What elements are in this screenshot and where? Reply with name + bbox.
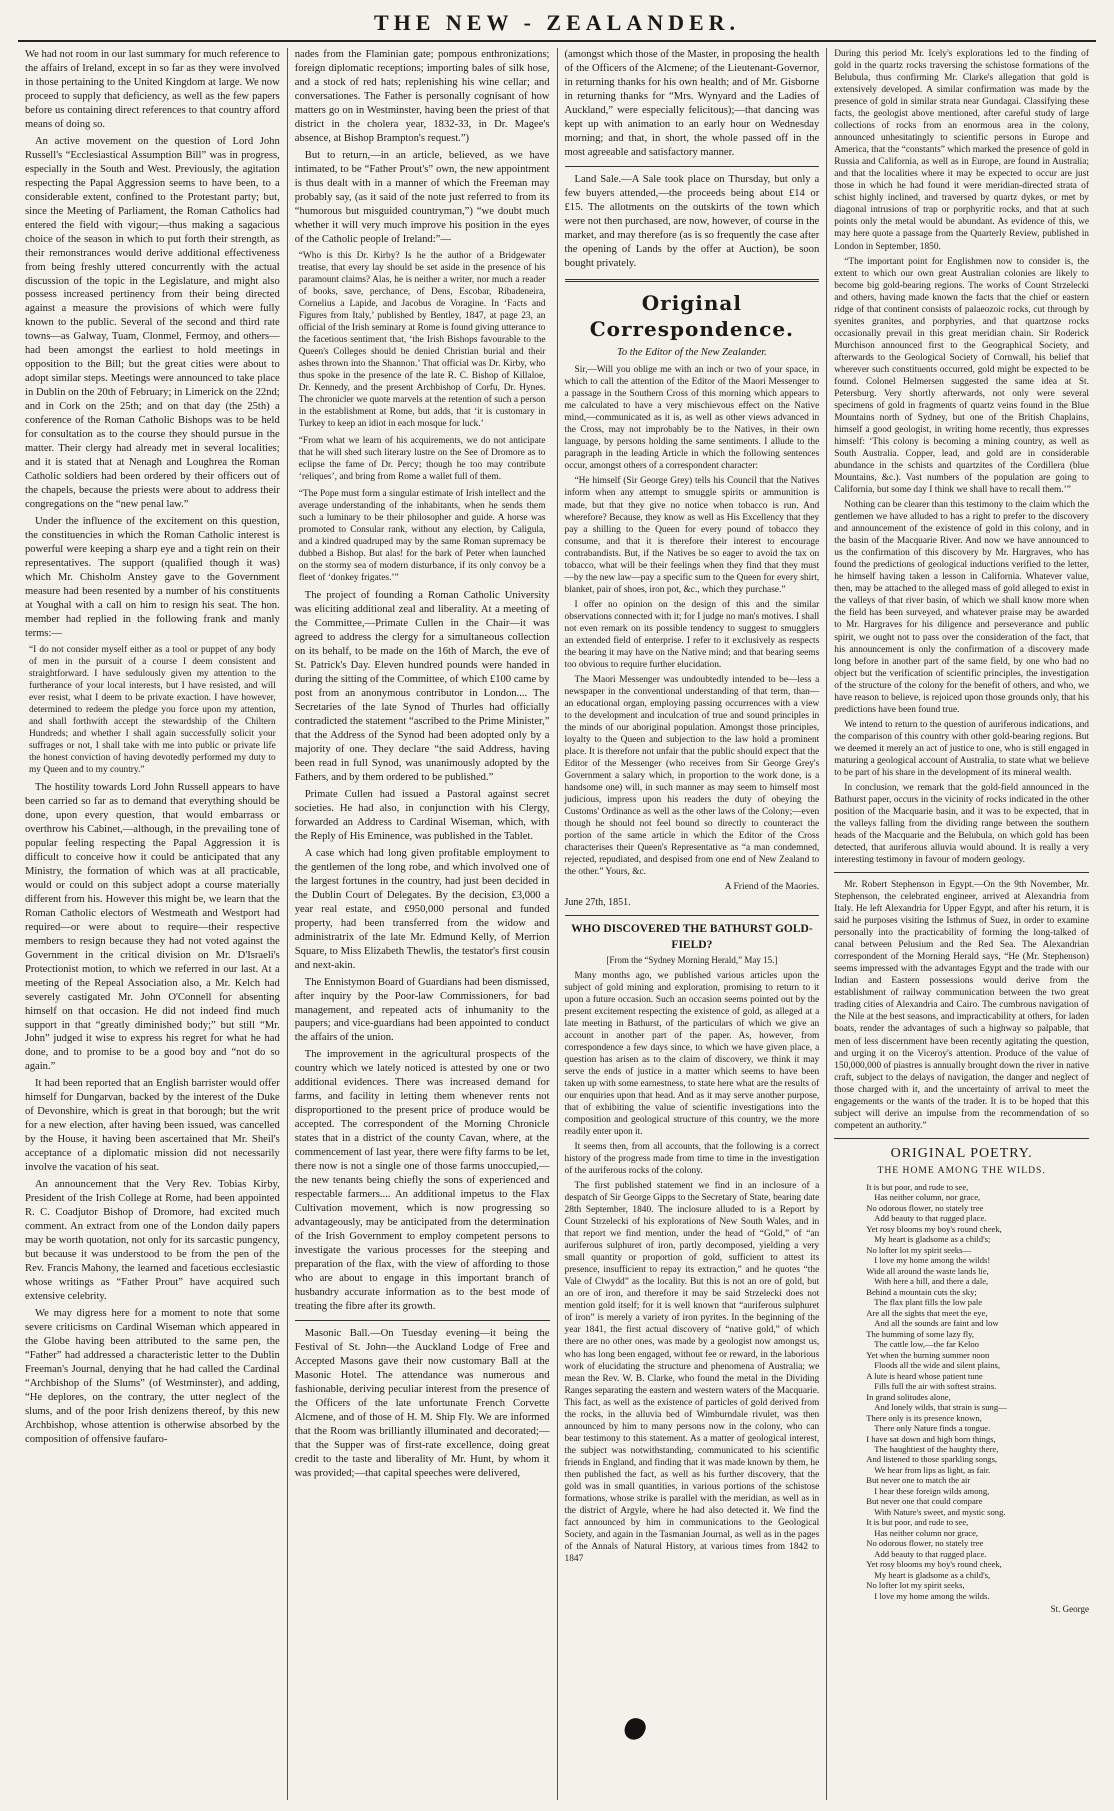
article-paragraph: “The important point for Englishmen now to consider is, the extent to which our own great Australian colonies are likely to become big gold-bearing regions. The works of Count Strzelecki and others, having made known the facts that the chief or eastern ridge of that continent consists of palaeozoic rocks, cut through by syenites granites, and porphyries, and that quartzose rocks occasionally prevail in this great meridian chain. Sir Roderick Murchison announced first to the Geographical Society, and afterwards to the Geological Society of Cornwall, his belief that wherever such constituents occurred, gold might be expected to be found. Colonel Helmersen suggested the same idea at St. Petersburg. Very shortly afterwards, not only were several specimens of gold in fragments of quartz veins found in the Blue Mountains north of Sydney, but one of the British Chaplains, himself a good geologist, in writing home recently, thus expresses himself: ‘This colony is becoming a mining country, as well as South Australia. Copper, lead, and gold are in considerable abundance in the schists and quartzites of the Cordillera (blue Mountains, &c.). Vast numbers of the population are going to California, but some day I think we shall have to recall them.’” — [834, 256, 1089, 496]
poem-line: And listened to those sparkling songs, — [866, 1454, 998, 1465]
poem-line: The flax plant fills the low pale — [874, 1297, 983, 1308]
article-paragraph: Many months ago, we published various articles upon the subject of gold mining and exploration, promising to return to it upon a future occasion. Such an occasion seems pointed out by the present excitement respecting the existence of gold, as alleged at a late meeting in Bathurst, of the particulars of which we give an account in another part of the paper. As, however, from correspondence a few days since, to which we have given place, a question has arisen as to the claim of discovery, we think it may serve the ends of justice in a matter which seems to have been taken up with some earnestness, to state here what are the results of our enquiries upon that head. And as it may serve another purpose, that of exhibiting the value of scientific investigations into the composition and geological structure of this country, we the more readily enter upon it. — [564, 970, 820, 1137]
article-paragraph: An announcement that the Very Rev. Tobias Kirby, President of the Irish College at Rome, had been appointed R. C. Coadjutor Bishop of Dromore, had excited much comment. An extract from one of the London daily papers may be worth quotation, not only for its sarcastic pungency, but because it was understood to be from the pen of the Rev. Francis Mahony, the learned and facetious ecclesiastic whose writings as “Father Prout” have acquired such extensive celebrity. — [25, 1179, 280, 1302]
article-paragraph: Nothing can be clearer than this testimony to the claim which the gentlemen we have alluded to has a right to prefer to the discovery and announcement of the existence of gold in this colony, and in the basin of the Macquarie River. And now we have announced to us the confirmation of this discovery by Mr. Hargraves, who has found the predictions of geological inductions verified to the letter, he himself having taken a lesson in California. Whatever value, then, may be attached to the alleged mass of gold alleged to exist in the valleys of that river basin, of which we shall know more when the field has been surveyed, and whatever praise may be awarded to Mr. Hargraves for his diligence and perseverance and public spirit, we ought not to pass over the consideration of the fact, that his announcement is only the confirmation of a discovery made long before in another part of the same field, by one who had no object but the verification of scientific principles, the investigation of the structure of the colony for the benefit of others, and who, we have reason to believe, is rejoiced upon those grounds only, that his predictions have been found true. — [834, 500, 1089, 715]
poem-line: Yet when the burning summer noon — [866, 1349, 990, 1360]
article-paragraph: Under the influence of the excitement on this question, the constituencies in which the Roman Catholic interest is powerful were keeping a sharp eye and a tight rein on their representatives. The support (qualified though it was) which Mr. Chisholm Anstey gave to the Government measure had been resented by a number of his constituents at Youghal with a call on him to resign his seat. The hon. member had replied in the following frank and manly terms:— — [25, 515, 280, 639]
article-paragraph: We had not room in our last summary for much reference to the affairs of Ireland, except in so far as they were involved in those pertaining to the United Kingdom at large. We now proceed to supply that deficiency, as well as the few papers before us containing direct references to that country afford means of doing so. — [25, 49, 280, 130]
divider — [834, 1138, 1089, 1139]
block-quote: “Who is this Dr. Kirby? Is he the author of a Bridgewater treatise, that every lay should be set aside in the presence of his paramount claims? Alas, he is neither a writer, nor much a reader of books, save, perchance, of Dens, Escobar, Ribadeneira, Cornelius a Lapide, and Jacobus de Voragine. In ‘Facts and Figures from Italy,’ published by Bentley, 1847, at page 23, an official of the Irish seminary at Rome is found giving utterance to the facetious sentiment that, ‘the Irish Bishops favourable to the Queen's Colleges should be denied Christian burial and their ashes thrown into the Shannon.’ That official was Dr. Kirby, who thus spoke in the presence of the late R. C. Bishop of Killaloe, Dr. Kennedy, and the present Archbishop of Corfu, Dr. Hynes. The chronicler we quote marvels at the retention of such a person in the establishment at Rome, but adds, that ‘it is customary in Turkey to keep an idiot in each mosque for luck.’ — [298, 250, 546, 429]
column-2 — [288, 48, 558, 1800]
poem-line: No lofter lot my spirit seeks, — [866, 1580, 965, 1591]
masthead: THE NEW - ZEALANDER. — [18, 10, 1096, 42]
article-paragraph: The improvement in the agricultural prospects of the country which we lately noticed is attested by one or two additional evidences. There was increased demand for farms, and facility in letting them whenever rents not disproportioned to the present price of produce would be accepted. The correspondent of the Morning Chronicle states that in a district of the county Cavan, where, at the commencement of last year, there were fifty farms to be let, there now is not a single one of those farms unoccupied,—the new tenants being chiefly the sons of experienced and respectable farmers.... An additional impetus to the Flax Cultivation movement, which is now progressing so advantageously, may be anticipated from the determination of the Irish Government to employ competent persons to investigate the various processes for the steeping and preparation of the flax, with the view of affording to those who are about to engage in this important branch of husbandry accurate information as to the best mode of treating the fibre after its growth. — [294, 1049, 550, 1312]
poem-line: Yet rosy blooms my boy's round cheek, — [866, 1223, 1002, 1234]
poem-line: Add beauty to that rugged place. — [874, 1548, 987, 1559]
article-paragraph: (amongst which those of the Master, in proposing the health of the Officers of the Alcmene; of the Lieutenant-Governor, in returning thanks for his own health; and of Mr. Gisborne in returning thanks for “Mrs. Wynyard and the Ladies of Auckland,” were especially felicitous);—that dancing was kept up with animation to an early hour on Wednesday morning; and that, in short, the whole passed off in the most agreeable and satisfactory manner. — [564, 49, 820, 158]
article-paragraph: During this period Mr. Icely's explorations led to the finding of gold in the quartz rocks traversing the schistose formations of the Belubula, thus confirming Mr. Clarke's allegation that gold is extensively developed. A similar confirmation was made by the presence of gold in similar strata near Gundagai. Classifying these facts, the geologist above mentioned, after careful study of large collections of rocks from an enormous area in the colony, announced unhesitatingly to scientific persons in Europe and America, that the “constants” which marked the presence of gold in Russia and California, as well as in Europe, are found in Australia; and that the localities where it may be expected to occur are just those in which he had found it were meridian-directed strata of schist highly inclined, and traversed by quartz dykes, or met by diagonal intrusions of trap or porphyritic rocks, and that at such points only the metal would be abundant. As evidence of this, we may here quote a passage from the Quarterly Review, published in London in September, 1850. — [834, 49, 1089, 252]
letter-signature: A Friend of the Maories. — [724, 881, 820, 893]
poem-line: There only is its presence known, — [866, 1412, 982, 1423]
poem-line: And lonely wilds, that strain is sung— — [874, 1402, 1007, 1413]
letter-date: June 27th, 1851. — [564, 897, 631, 909]
poem-line: The humming of some lazy fly, — [866, 1328, 975, 1339]
poem-line: In grand solitudes alone, — [866, 1391, 951, 1402]
poem-line: My heart is gladsome as a child's; — [874, 1234, 991, 1245]
poem-line: It is but poor, and rude to see, — [866, 1517, 969, 1528]
block-quote: “The Pope must form a singular estimate of Irish intellect and the average understanding of the inhabitants, when he sends them such a luminary to be their philosopher and guide. A horse was promoted to Consular rank, without any election, by Caligula, and a kindred quadruped may by the same Roman supremacy be dubbed a Bishop. But alas! for the bark of Peter when launched on the stormy sea of modern disturbance, if its only convoy be a fleet of ‘donkey frigates.’” — [298, 489, 546, 584]
poem-line: It is but poor, and rude to see, — [866, 1181, 969, 1192]
poem-line: A lute is heard whose patient tune — [866, 1370, 983, 1381]
poem-line: There only Nature finds a tongue. — [874, 1423, 991, 1434]
letter-paragraph: The Maori Messenger was undoubtedly intended to be—less a newspaper in the conventional understanding of that term, than—an educational organ, employing passing occurrences with a view to the development and inculcation of true and sound principles in the minds of our aboriginal population. Amongst those principles, loyalty to the Queen and subjection to the law hold a prominent place. It is therefore not unfair that the public should expect that the Editor of the Messenger (who receives from Sir George Grey's Government a salary which, in proportion to the work done, is a handsome one) will, in such manner as may seem to himself most judicious, impress upon his readers the duty of obeying the Customs' Ordinance as well as the other laws of the Colony;—even though he should not feel bound so directly to counteract the portion of the same article in which the Editor of the Cross characterises their Queen's Representative as “a man condemned, rejected, repudiated, and despised from one end of New Zealand to the other.” Yours, &c. — [564, 674, 820, 878]
poem-line: I love my home among the wilds! — [874, 1255, 991, 1266]
article-paragraph: Primate Cullen had issued a Pastoral against secret societies. He had also, in conjunction with his Clergy, forwarded an Address to Cardinal Wiseman, which, with the Reply of His Eminence, was published in the Tablet. — [294, 788, 550, 842]
letter-paragraph: I offer no opinion on the design of this and the similar observations connected with it; for I judge no man's motives. I shall not even remark on its possible tendency to suggest to smugglers an extended field of enterprise. I refer to it exclusively as respects the bearing it may have on the Native mind; and that bearing seems too obvious to require further elucidation. — [564, 599, 820, 670]
poem-line: Has neither column nor grace, — [874, 1527, 979, 1538]
poem-body — [866, 1182, 1089, 1601]
poem-line: No odorous flower, no stately tree — [866, 1202, 984, 1213]
divider — [565, 915, 820, 916]
poem-line: No lofter lot my spirit seeks— — [866, 1244, 972, 1255]
section-heading: Original Correspondence. — [589, 290, 795, 341]
poem-line: Has neither column, nor grace, — [874, 1192, 981, 1203]
poem-line: The cattle low,—the far Keloo — [874, 1339, 979, 1350]
poem-line: Wide all around the waste lands lie, — [866, 1265, 989, 1276]
poem-line: I love my home among the wilds. — [874, 1590, 990, 1601]
divider — [565, 166, 820, 167]
poem-line: Add beauty to that rugged place. — [874, 1213, 987, 1224]
poem-line: With here a hill, and there a dale, — [874, 1276, 989, 1287]
article-paragraph: In conclusion, we remark that the gold-field announced in the Bathurst paper, occurs in the vicinity of rocks indicated in the other position of the Macquarie basin, and it was to be expected, that in the valleys falling from the dividing range between the southern heads of the Macquarie and the Belubula, on which gold has been detected, that auriferous alluvia would abound. It is really a very interesting testimony in favour of modern geology. — [834, 782, 1089, 866]
poem-line: I have sat down and high born things, — [866, 1433, 996, 1444]
poem-line: Behind a mountain cuts the sky; — [866, 1286, 977, 1297]
article-paragraph: The hostility towards Lord John Russell appears to have been carried so far as to demand that everything should be done, upon every question, that would embarrass or overthrow his Cabinet,—although, in the prevailing tone of popular feeling respecting the Papal Aggression it is difficult to conceive how it could be anticipated that any Ministry, the formation of which was at all practicable, would or could on this subject adopt a course materially different from his. However this might be, we learn that the Roman Catholic electors of Westmeath and Westport had required—or were about to require—their respective members to resign because they had not voted against the Government in the critical division on Mr. D'Israeli's Protectionist motion, to which we referred in our last. At a meeting of the Repeal Association also, a Mr. Kelch had severely castigated Mr. John O'Connell for absenting himself on that occasion. He did not indeed find much support in that “greatly diminished body;” but still “Mr. John” judged it wise to express his regret for what he had done, and to promise to be a good boy and “not do so again.” — [25, 782, 280, 1073]
article-paragraph: A case which had long given profitable employment to the gentlemen of the long robe, and which involved one of the largest fortunes in the country, had just been decided in the Dublin Court of Delegates. By the decision, £3,000 a year real estate, and £950,000 personal and funded property, had been transferred from the widow and administratrix of the late Mr. Edmund Kelly, of Merrion Square, to Miss Elizabeth Thewlis, the testator's first cousin and next-akin. — [294, 847, 550, 971]
columns — [18, 48, 1096, 1800]
article-paragraph: An active movement on the question of Lord John Russell's “Ecclesiastical Assumption Bill” was in progress, especially in the South and West. Previously, the agitation respecting the Papal Aggression seems to have been, to a considerable extent, confined to the Protestant party; but, since the Meeting of Parliament, the Roman Catholics had entered the field with vigour;—thus making a sagacious choice of the season in which to put forth their strength, as their remonstrances would derive additional effectiveness from being freshly uttered concurrently with the actual discussion of the topic in the Legislature, and might also possess increased pertinency from their being directed against a measure the provisions of which were fully known to the public. Several of the second and third rate towns—as Galway, Tuam, Clonmel, Fermoy, and others—had been amongst the earliest to hold meetings in opposition to the Bill; but the great cities were about to adopt similar steps. Meetings were announced to take place in Dublin on the 20th of February; in Limerick on the 22nd; and in Cork on the 25th; and on that day (the 25th) a conference of the Roman Catholic Bishops was to be held for consultation as to the course they should pursue in the matter. Their clergy had already met in several localities; and it is stated that at Nenagh and Loughrea the Roman Catholic soldiers had been ordered by their officers out of the chapels, because the priests were about to address their congregations on the “new penal law.” — [25, 135, 280, 510]
column-3 — [558, 48, 828, 1800]
land-sale-paragraph: Land Sale.—A Sale took place on Thursday, but only a few buyers attended,—the proceeds being about £14 or £15. The allotments on the outskirts of the town which were not then purchased, are now, however, of course in the market, and may therefore (as is so frequently the case after the opening of Lands by the offer at Auction), be soon bought privately. — [564, 173, 820, 269]
block-quote: “From what we learn of his acquirements, we do not anticipate that he will shed such literary lustre on the See of Dromore as to eclipse the fame of Dr. Percy; though he too may contribute ‘reliques’, and bring from Rome a wallet full of them. — [298, 436, 546, 483]
poem-line: The haughtiest of the haughty there, — [874, 1443, 999, 1454]
poem-line: We hear from lips as light, as fair. — [874, 1464, 991, 1475]
poem-line: Fills full the air with softest strains. — [874, 1381, 997, 1392]
article-paragraph: The first published statement we find in an inclosure of a despatch of Sir George Gipps to the Secretary of State, bearing date 28th September, 1840. The inclosure alluded to is a Report by Count Strzelecki of his explorations of New South Wales, and in that report we find mention, under the head of “Gold,” of “an auriferous sulphuret of iron, partly decomposed, yielding a very small quantity or proportion of gold, sufficient to attest its presence, insufficient to repay its extraction,” and he quotes “the Vale of Clwydd” as the locality. But this is not an ore of gold, but an ore of iron, and therefore it may be said Strzelecki does not mention gold itself; for it is well known that “auriferous sulphuret of iron” is merely a variety of iron pyrites. In the beginning of the year 1841, the first actual discovery of “native gold,” of which there are no other ones, was made by a geologist now amongst us, who has long been engaged, without fee or reward, in the laborious work of elucidating the structure and phenomena of Australia; we mean the Rev. W. B. Clarke, who found the metal in the Dividing Ranges separating the eastern and western waters of the Macquarie. This fact, as well as the existence of particles of gold derived from the rocks, in the alluvia bed of Wimburndale rivulet, was then announced by him to many persons now in the colony, who can bear testimony to this statement. As a matter of geological interest, the subject was notwithstanding, communicated to his scientific friends in England, and finding that it was made known by them, he then published the fact, as well as his further discovery, that the gold was in small quantities, in various portions of the schistose formations, whose strike is parallel with the meridian, as well as in the district of Argyle, where he had also detected it. We find the fact announced by him in communications to the Geological Society, and again in the Tasmanian Journal, as well as in the pages of the Annals of Natural History, at various times from 1842 to 1847 — [564, 1181, 820, 1565]
poem-line: Are all the sights that meet the eye, — [866, 1307, 988, 1318]
stephenson-paragraph: Mr. Robert Stephenson in Egypt.—On the 9th November, Mr. Stephenson, the celebrated engineer, arrived at Alexandria from Italy. He left Alexandria for Upper Egypt, and after his return, it is said he purposes visiting the Isthmus of Suez, in order to examine personally into the practicability of forming the long-talked of canal between Pelusium and the Red Sea. The Alexandrian correspondent of the Morning Herald says, “He (Mr. Stephenson) seems impressed with the advantages Egypt and the trade with our Indian and Eastern possessions would derive from the establishment of railway communication between the two great trading cities of Alexandria and Cairo. The cumbrous navigation of the Nile at the best seasons, and impracticability at others, for laden boats, render the advantages of such a highway so palpable, that men of less discernment have been recently agitating the question, and urging it on the Viceroy's attention. Produce of the value of 150,000,000 of piastres is annually brought down the river in native craft, subject to the delays of navigation, the danger and neglect of those charged with it, and the uncertainty of arrival to meet the engagements or the wants of the trader. It is to be hoped that this subject will derive an impulse from the recommendation of so competent an authority.” — [834, 880, 1089, 1131]
article-paragraph: The project of founding a Roman Catholic University was eliciting additional zeal and liberality. At a meeting of the Committee,—Primate Cullen in the Chair—it was agreed to address the clergy for a simultaneous collection on its behalf, to be made on the 16th of March, the eve of St. Patrick's Day. Eleven hundred pounds were handed in during the sitting of the Committee, of which £100 came by post from an anonymous contributor in London.... The Secretaries of the late Synod of Thurles had officially contradicted the statement “ascribed to the Prime Minister,” that the Address of the Synod had been adopted only by a majority of one. They declare “the said Address, having been read in full Synod, was unanimously adopted by the Fathers, and by them ordered to be published.” — [294, 590, 550, 783]
article-title: WHO DISCOVERED THE BATHURST GOLD-FIELD? — [571, 923, 813, 951]
poetry-heading: ORIGINAL POETRY. — [890, 1145, 1033, 1161]
double-divider — [565, 279, 820, 282]
article-paragraph: The Ennistymon Board of Guardians had been dismissed, after inquiry by the Poor-law Commissioners, for bad management, and repeated acts of inhumanity to the paupers; and vice-guardians had been appointed to conduct the affairs of the union. — [294, 976, 550, 1044]
article-paragraph: But to return,—in an article, believed, as we have intimated, to be “Father Prout's” own, the new appointment is thus dealt with in a manner of which the Freeman may probably say, (as it said of the note just referred to from its “humorous but misguided countryman,”) “we doubt much whether it will very much improve his position in the eyes of the Catholic people of Ireland:”— — [294, 149, 550, 245]
article-paragraph: It seems then, from all accounts, that the following is a correct history of the progress made from time to time in the investigation of the auriferous rocks of the colony. — [564, 1141, 820, 1177]
poem-title: THE HOME AMONG THE WILDS. — [877, 1165, 1046, 1177]
poem-line: No odorous flower, no stately tree — [866, 1538, 984, 1549]
poem-line: But never one that could compare — [866, 1496, 983, 1507]
letter-paragraph: Sir,—Will you oblige me with an inch or two of your space, in which to call the attention of the Editor of the Maori Messenger to a passage in the Southern Cross of this morning which appears to me calculated to have a very mischievous effect on the Native mind,—communicated as it is, as well as other views advanced in the Cross, may not improbably be to the Natives, in their own language, by persons holding the same sentiments. I allude to the paragraph in the leading Article in which the following sentences occur, amongst others of a correspondent character: — [564, 365, 820, 472]
article-paragraph: nades from the Flaminian gate; pompous enthronizations; foreign diplomatic receptions; importing bales of silk hose, and a stock of red hats; replenishing his wine cellar; and conversationes. The Father is personally cognisant of how matters go on in Westminster, having been the priest of that district in the cholera year, 1832-33, in Dr. Magee's absence, at Bishop Brampton's request.”) — [294, 49, 550, 144]
poem-line: Floods all the wide and silent plains, — [874, 1360, 1001, 1371]
column-4 — [827, 48, 1096, 1800]
poem-signature: St. George — [1050, 1604, 1089, 1615]
divider — [295, 1320, 550, 1321]
article-source: [From the “Sydney Morning Herald,” May 15.] — [606, 954, 778, 965]
salutation-line: To the Editor of the New Zealander. — [616, 347, 767, 359]
article-paragraph: It had been reported that an English barrister would offer himself for Dungarvan, backed by the interest of the Duke of Devonshire, which is great in that borough; but the writ for a new election, after having been issued, was cancelled by the House, it having been ascertained that Mr. Sheil's acceptance of a diplomatic mission did not necessarily involve the vacation of his seat. — [25, 1078, 280, 1174]
article-paragraph: We intend to return to the question of auriferous indications, and the comparison of this country with other gold-bearing regions. But we deemed it merely an act of justice to one, who is still engaged in maturing a geological account of Australia, to state what we believe to be part of his share in the development of its mineral wealth. — [834, 719, 1089, 778]
poem-line: My heart is gladsome as a child's, — [874, 1569, 991, 1580]
poem-line: With Nature's sweet, and mystic song. — [874, 1506, 1006, 1517]
article-paragraph: We may digress here for a moment to note that some severe criticisms on Cardinal Wiseman which appeared in the Globe having been attributed to the same pen, the “Father” had addressed a characteristic letter to the Dublin Freeman's Journal, denying that he had called the Cardinal “Archbishop of the Slums” (of Westminster), and adding, “He deplores, on the contrary, the utter neglect of the slums, and of the poor Irish denizens thereof, by this new Archbishop, whose attention is otherwise absorbed by the composition of offensive faufaro- — [25, 1307, 280, 1445]
poem-line: But never one to match the air — [866, 1475, 971, 1486]
poem-line: And all the sounds are faint and low — [874, 1318, 999, 1329]
letter-paragraph: “He himself (Sir George Grey) tells his Council that the Natives inform when any attempt to smuggle spirits or ammunition is made, but that they give no notice when tobacco is run. And wherefore? Because, they know as well as His Excellency that they pay a shilling to the Queen for every pound of tobacco they consume, and that it is therefore their interest to encourage contrabandists. But, if the Natives be so eager to avoid the tax on tobacco, what will be their feelings when they find that they must—by the new law—pay a specific sum to the Queen for every shirt, blanket, pair of shoes, iron pot, &c., which they purchase.” — [564, 476, 820, 595]
poem-line: I hear these foreign wilds among, — [874, 1485, 990, 1496]
column-1 — [18, 48, 288, 1800]
block-quote: “I do not consider myself either as a tool or puppet of any body of men in the pursuit of a course I deem consistent and straightforward. I have sedulously given my attention to the furtherance of your local interests, but I have resisted, and will ever resist, what I deem to be private exaction. I have however, determined to redeem the pledge you force upon my attention, and shall forthwith accept the stewardship of the Chiltern Hundreds; and whether I shall again successfully solicit your suffrages or not, I shall take with me into public or private life the honest conviction of having devotedly performed my duty to my Queen and to my country.” — [29, 644, 276, 775]
poem-line: Yet rosy blooms my boy's round cheek, — [866, 1559, 1002, 1570]
divider — [834, 872, 1089, 873]
masonic-ball-paragraph: Masonic Ball.—On Tuesday evening—it being the Festival of St. John—the Auckland Lodge of Free and Accepted Masons gave their now customary Ball at the Masonic Hotel. The attendance was numerous and fashionable, deriving peculiar interest from the presence of the Officers of the late unfortunate French Corvette Alcmene, and of those of H. M. Ship Fly. We are informed that the Room was brilliantly illuminated and decorated;—that the Supper was of first-rate excellence, doing great credit to the taste and liberality of Mr. Hunt, by whom it was provided;—that capital speeches were delivered, — [294, 1327, 550, 1479]
